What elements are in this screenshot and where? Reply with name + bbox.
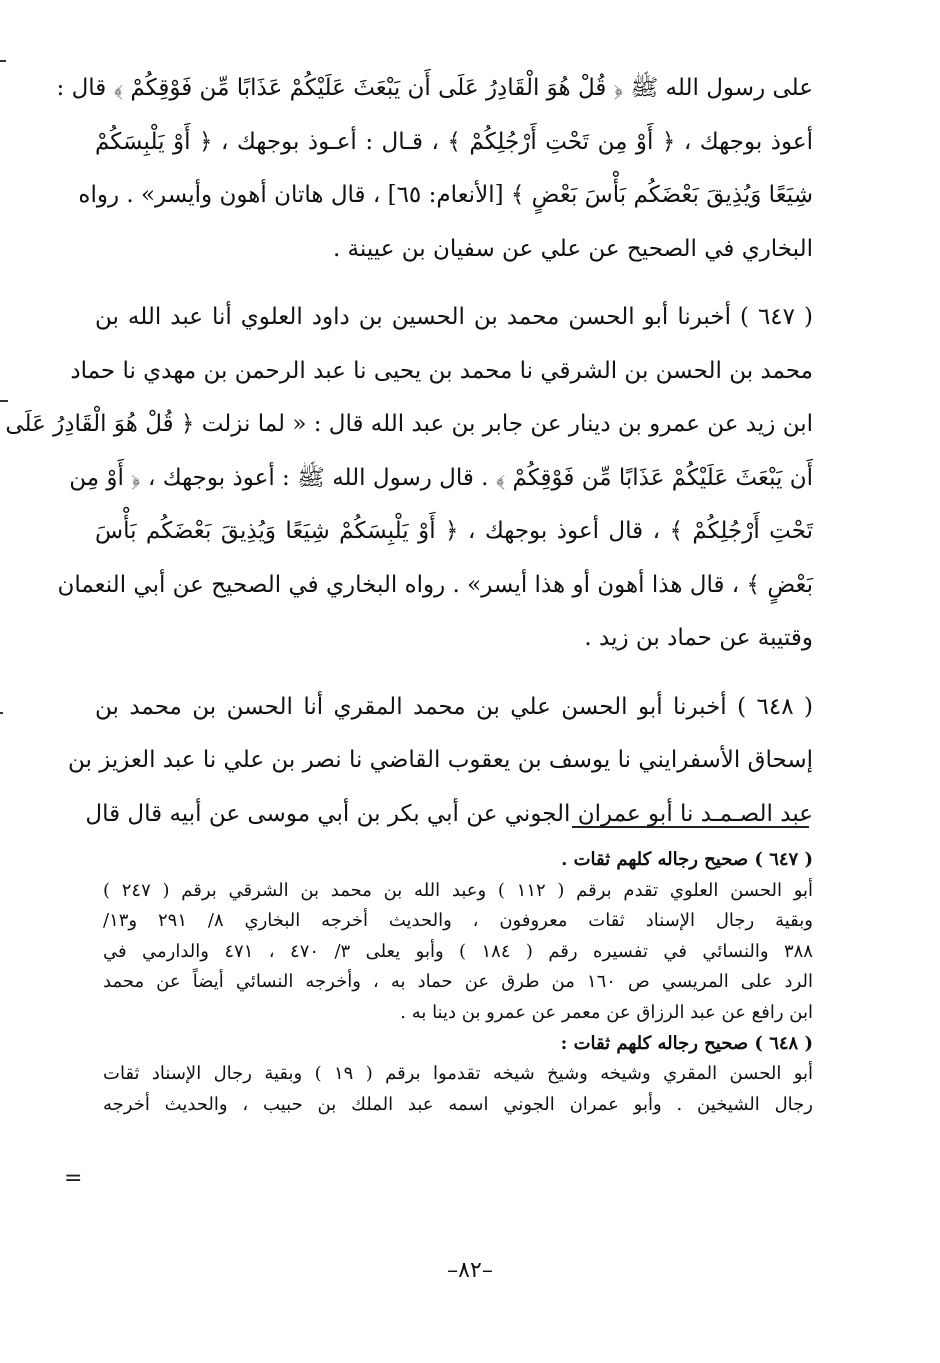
hadith-648 bbox=[67, 681, 813, 842]
text-line: ( ٦٤٧ ) أخبرنا أبو الحسن محمد بن الحسين بن داود العلوي أنا عبد الله بن bbox=[95, 304, 813, 330]
scan-edge-mark bbox=[0, 60, 6, 62]
main-text bbox=[5, 62, 813, 841]
text-line: على رسول الله ﷺ ﴿ قُلْ هُوَ الْقَادِرُ عَلَى أَن يَبْعَثَ عَلَيْكُمْ عَذَابًا مِّن فَوْقِكُمْ ﴾ قال : bbox=[56, 75, 813, 101]
footnote-line: الرد على المريسي ص ١٦٠ من طرق عن حماد به ، وأخرجه النسائي أيضاً عن محمد bbox=[103, 971, 813, 993]
text-line: وقتيبة عن حماد بن زيد . bbox=[584, 625, 813, 651]
scan-edge-mark bbox=[0, 712, 3, 714]
text-line: أعوذ بوجهك ، ﴿ أَوْ مِن تَحْتِ أَرْجُلِكُمْ ﴾ ، قـال : أعـوذ بوجهك ، ﴿ أَوْ يَلْبِسَكُمْ bbox=[95, 128, 813, 155]
footnote-line: رجال الشيخين . وأبو عمران الجوني اسمه عبد الملك بن حبيب ، والحديث أخرجه bbox=[103, 1093, 813, 1115]
text-line: عبد الصـمـد نا أبو عمران الجوني عن أبي بكر بن أبي موسى عن أبيه قال قال bbox=[85, 800, 813, 827]
text-line: بَعْضٍ ﴾ ، قال هذا أهون أو هذا أيسر» . رواه البخاري في الصحيح عن أبي النعمان bbox=[57, 571, 813, 598]
text-line: إسحاق الأسفرايني نا يوسف بن يعقوب القاضي نا نصر بن علي نا عبد العزيز بن bbox=[67, 747, 813, 773]
hadith-647 bbox=[5, 291, 813, 666]
page-number: –٨٢– bbox=[447, 1258, 493, 1283]
footnote-heading: ( ٦٤٧ ) صحيح رجاله كلهم ثقات . bbox=[561, 849, 813, 870]
text-line: ( ٦٤٨ ) أخبرنا أبو الحسن علي بن محمد المقري أنا الحسن بن محمد بن bbox=[95, 693, 813, 720]
text-line: أَن يَبْعَثَ عَلَيْكُمْ عَذَابًا مِّن فَوْقِكُمْ ﴾ . قال رسول الله ﷺ : أعوذ بوجهك ، ﴿ أَوْ مِن bbox=[69, 464, 813, 491]
text-line: محمد بن الحسن بن الشرقي نا محمد بن يحيى نا عبد الرحمن بن مهدي نا حماد bbox=[70, 357, 813, 384]
paragraph-1 bbox=[56, 62, 813, 276]
footnotes bbox=[103, 845, 813, 1120]
footnote-648 bbox=[103, 1029, 813, 1121]
footnote-line: ابن رافع عن عبد الرزاق عن معمر عن عمرو بن دينا به . bbox=[400, 1001, 813, 1023]
footnote-line: أبو الحسن العلوي تقدم برقم ( ١١٢ ) وعبد الله بن محمد بن الشرقي برقم ( ٢٤٧ ) bbox=[103, 879, 814, 901]
continuation-mark: = bbox=[64, 1166, 83, 1191]
text-line: تَحْتِ أَرْجُلِكُمْ ﴾ ، قال أعوذ بوجهك ، ﴿ أَوْ يَلْبِسَكُمْ شِيَعًا وَيُذِيقَ بَعْضَكُم بَأْسَ bbox=[95, 518, 813, 544]
text-line: ابن زيد عن عمرو بن دينار عن جابر بن عبد الله قال : « لما نزلت ﴿ قُلْ هُوَ الْقَادِرُ عَلَى bbox=[5, 411, 813, 437]
scan-edge-mark bbox=[0, 400, 8, 402]
footnote-line: وبقية رجال الإسناد ثقات معروفون ، والحديث أخرجه البخاري ٨/ ٢٩١ و١٣/ bbox=[103, 910, 813, 932]
text-line: البخاري في الصحيح عن علي عن سفيان بن عيينة . bbox=[332, 235, 813, 262]
footnote-line: أبو الحسن المقري وشيخه وشيخ شيخه تقدموا برقم ( ١٩ ) وبقية رجال الإسناد ثقات bbox=[103, 1063, 813, 1085]
footnote-647 bbox=[103, 845, 813, 1029]
footnote-heading: ( ٦٤٨ ) صحيح رجاله كلهم ثقات : bbox=[560, 1032, 813, 1054]
text-line: شِيَعًا وَيُذِيقَ بَعْضَكُم بَأْسَ بَعْضٍ ﴾ [الأنعام: ٦٥] ، قال هاتان أهون وأيسر» . رواه bbox=[78, 182, 813, 208]
footnote-separator bbox=[572, 826, 809, 828]
footnote-line: ٣٨٨ والنسائي في تفسيره رقم ( ١٨٤ ) وأبو يعلى ٣/ ٤٧٠ ، ٤٧١ والدارمي في bbox=[103, 940, 813, 962]
